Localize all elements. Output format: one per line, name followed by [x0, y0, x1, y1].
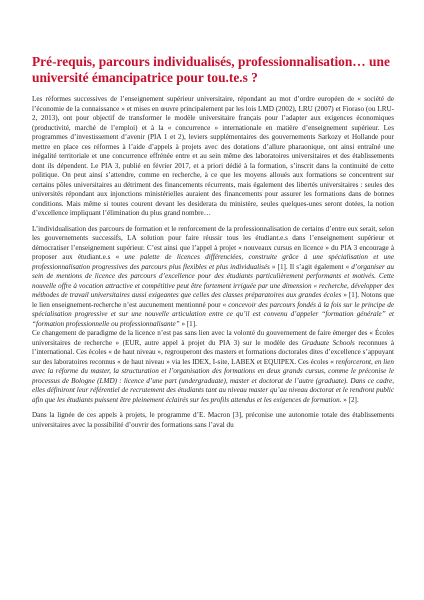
italic-quote-run: une palette de licences différenciées, construite grâce à une spécialisation et une professionnalisation progressives des parcours plus flexibles et plus individualisés	[32, 253, 394, 271]
italic-quote-run: renforceront, en lien avec la réforme du master, la structuration et l’organisation des formations en deux grands cursus, comme le préconise le processus de Bologne (LMD) : licence d’une part (undergraduate), master et doctorat de l’autre (graduate). Dans ce cadre, elles définiront leur référentiel de recrutement des étudiants tant au niveau master qu’au niveau doctorat et le rendront public afin que les étudiants puissent être pleinement éclairés sur les profils attendus et les exigences de formation.	[32, 357, 394, 404]
text-run: » [1]. Il s’agit également «	[269, 262, 352, 271]
text-run: reconnues à l’international. Ces écoles « de haut niveau », regrouperont des masters et formations doctorales dites d’excellence s’appuyant sur des laboratoires reconnus « de haut niveau » via les IDEX, I-site, LABEX et EQUIPEX. Ces écoles «	[32, 338, 394, 366]
paragraph-2	[32, 225, 394, 406]
article-body	[32, 95, 394, 430]
article-title: Pré-requis, parcours individualisés, professionnalisation… une université émancipatrice pour tou.te.s ?	[32, 54, 390, 85]
text-run: Les réformes successives de l’enseignement supérieur universitaire, répondant au mot d’ordre européen de « société de l’économie de la connaissance » et mises en œuvre principalement par les lois LMD (2002), LRU (2007) et Fioraso (ou LRU-2, 2013), ont pour objectif de transformer le modèle universitaire français pour l’adapter aux exigences économiques (productivité, marché de l’emploi) et à la « concurrence » internationale en matière d’enseignement supérieur. Les programmes d’investissement d’avenir (PIA 1 et 2), leviers supplémentaires des gouvernements Sarkozy et Hollande pour mettre en place ces réformes à l’aide d’appels à projets avec des dotations d’allure pharaonique, ont ainsi entraîné une inégalité territoriale et une concurrence effrénée entre et au sein même des laboratoires universitaires et des établissements dont ils dépendent. Le PIA 3, publié en février 2017, et a priori dédié à la formation, s’inscrit dans la continuité de cette politique. On peut ainsi s’attendre, comme en recherche, à ce que les moyens alloués aux formations se concentrent sur certains pôles universitaires au détriment des financements récurrents, mais également des libertés universitaires : seules des universités répondant aux injonctions ministérielles auraient des financements pour assurer les formations dans de bonnes conditions. Mais même si toutes courent devant les desiderata du ministère, seules quelques-unes seront dotées, la notion d’excellence impliquant l’élimination du plus grand nombre…	[32, 95, 394, 217]
paragraph-1	[32, 95, 394, 219]
text-run: » [2].	[341, 395, 359, 404]
italic-quote-run: Graduate Schools	[301, 338, 355, 347]
text-run: L’individualisation des parcours de formation et le renforcement de la professionnalisation de certains d’entre eux serait, selon les gouvernements successifs, LA solution pour faire réussir tous les étudiant.e.s dans l’enseignement supérieur et démocratiser l’enseignement supérieur. C’est ainsi que l’appel à projet « nouveaux cursus en licence » du PIA 3 encourage à proposer aux étudiant.e.s «	[32, 224, 394, 261]
text-run: » [1]. Notons que le lien enseignement-recherche n’est aucunement mentionné pour «	[32, 291, 394, 309]
italic-quote-run: d’organiser au sein de mentions de licence des parcours d’excellence pour des étudiants particulièrement performants et motivés. Cette nouvelle offre à vocation attractive et compétitive peut être fortement irriguée par une dimension « recherche, développer des méthodes de travail universitaires aussi exigeantes que celles des classes préparatoires aux grandes écoles	[32, 262, 394, 299]
text-run: Ce changement de paradigme de la licence n’est pas sans lien avec la volonté du gouvernement de faire émerger des « Écoles universitaires de recherche » (EUR, autre appel à projet du PIA 3) sur le modèle des	[32, 329, 394, 347]
text-run: Dans la lignée de ces appels à projets, le programme d’E. Macron [3], préconise une autonomie totale des établissements universitaires avec la possibilité d’ouvrir des formations sans l’aval du	[32, 411, 394, 429]
text-run: » [1].	[179, 319, 197, 328]
paragraph-3	[32, 411, 394, 430]
italic-quote-run: concevoir des parcours fondés à la fois sur le principe de spécialisation progressive et sur une nouvelle articulation entre ce qu’il est convenu d’appeler “formation générale” et “formation professionnelle ou professionnalisante”	[32, 300, 394, 328]
